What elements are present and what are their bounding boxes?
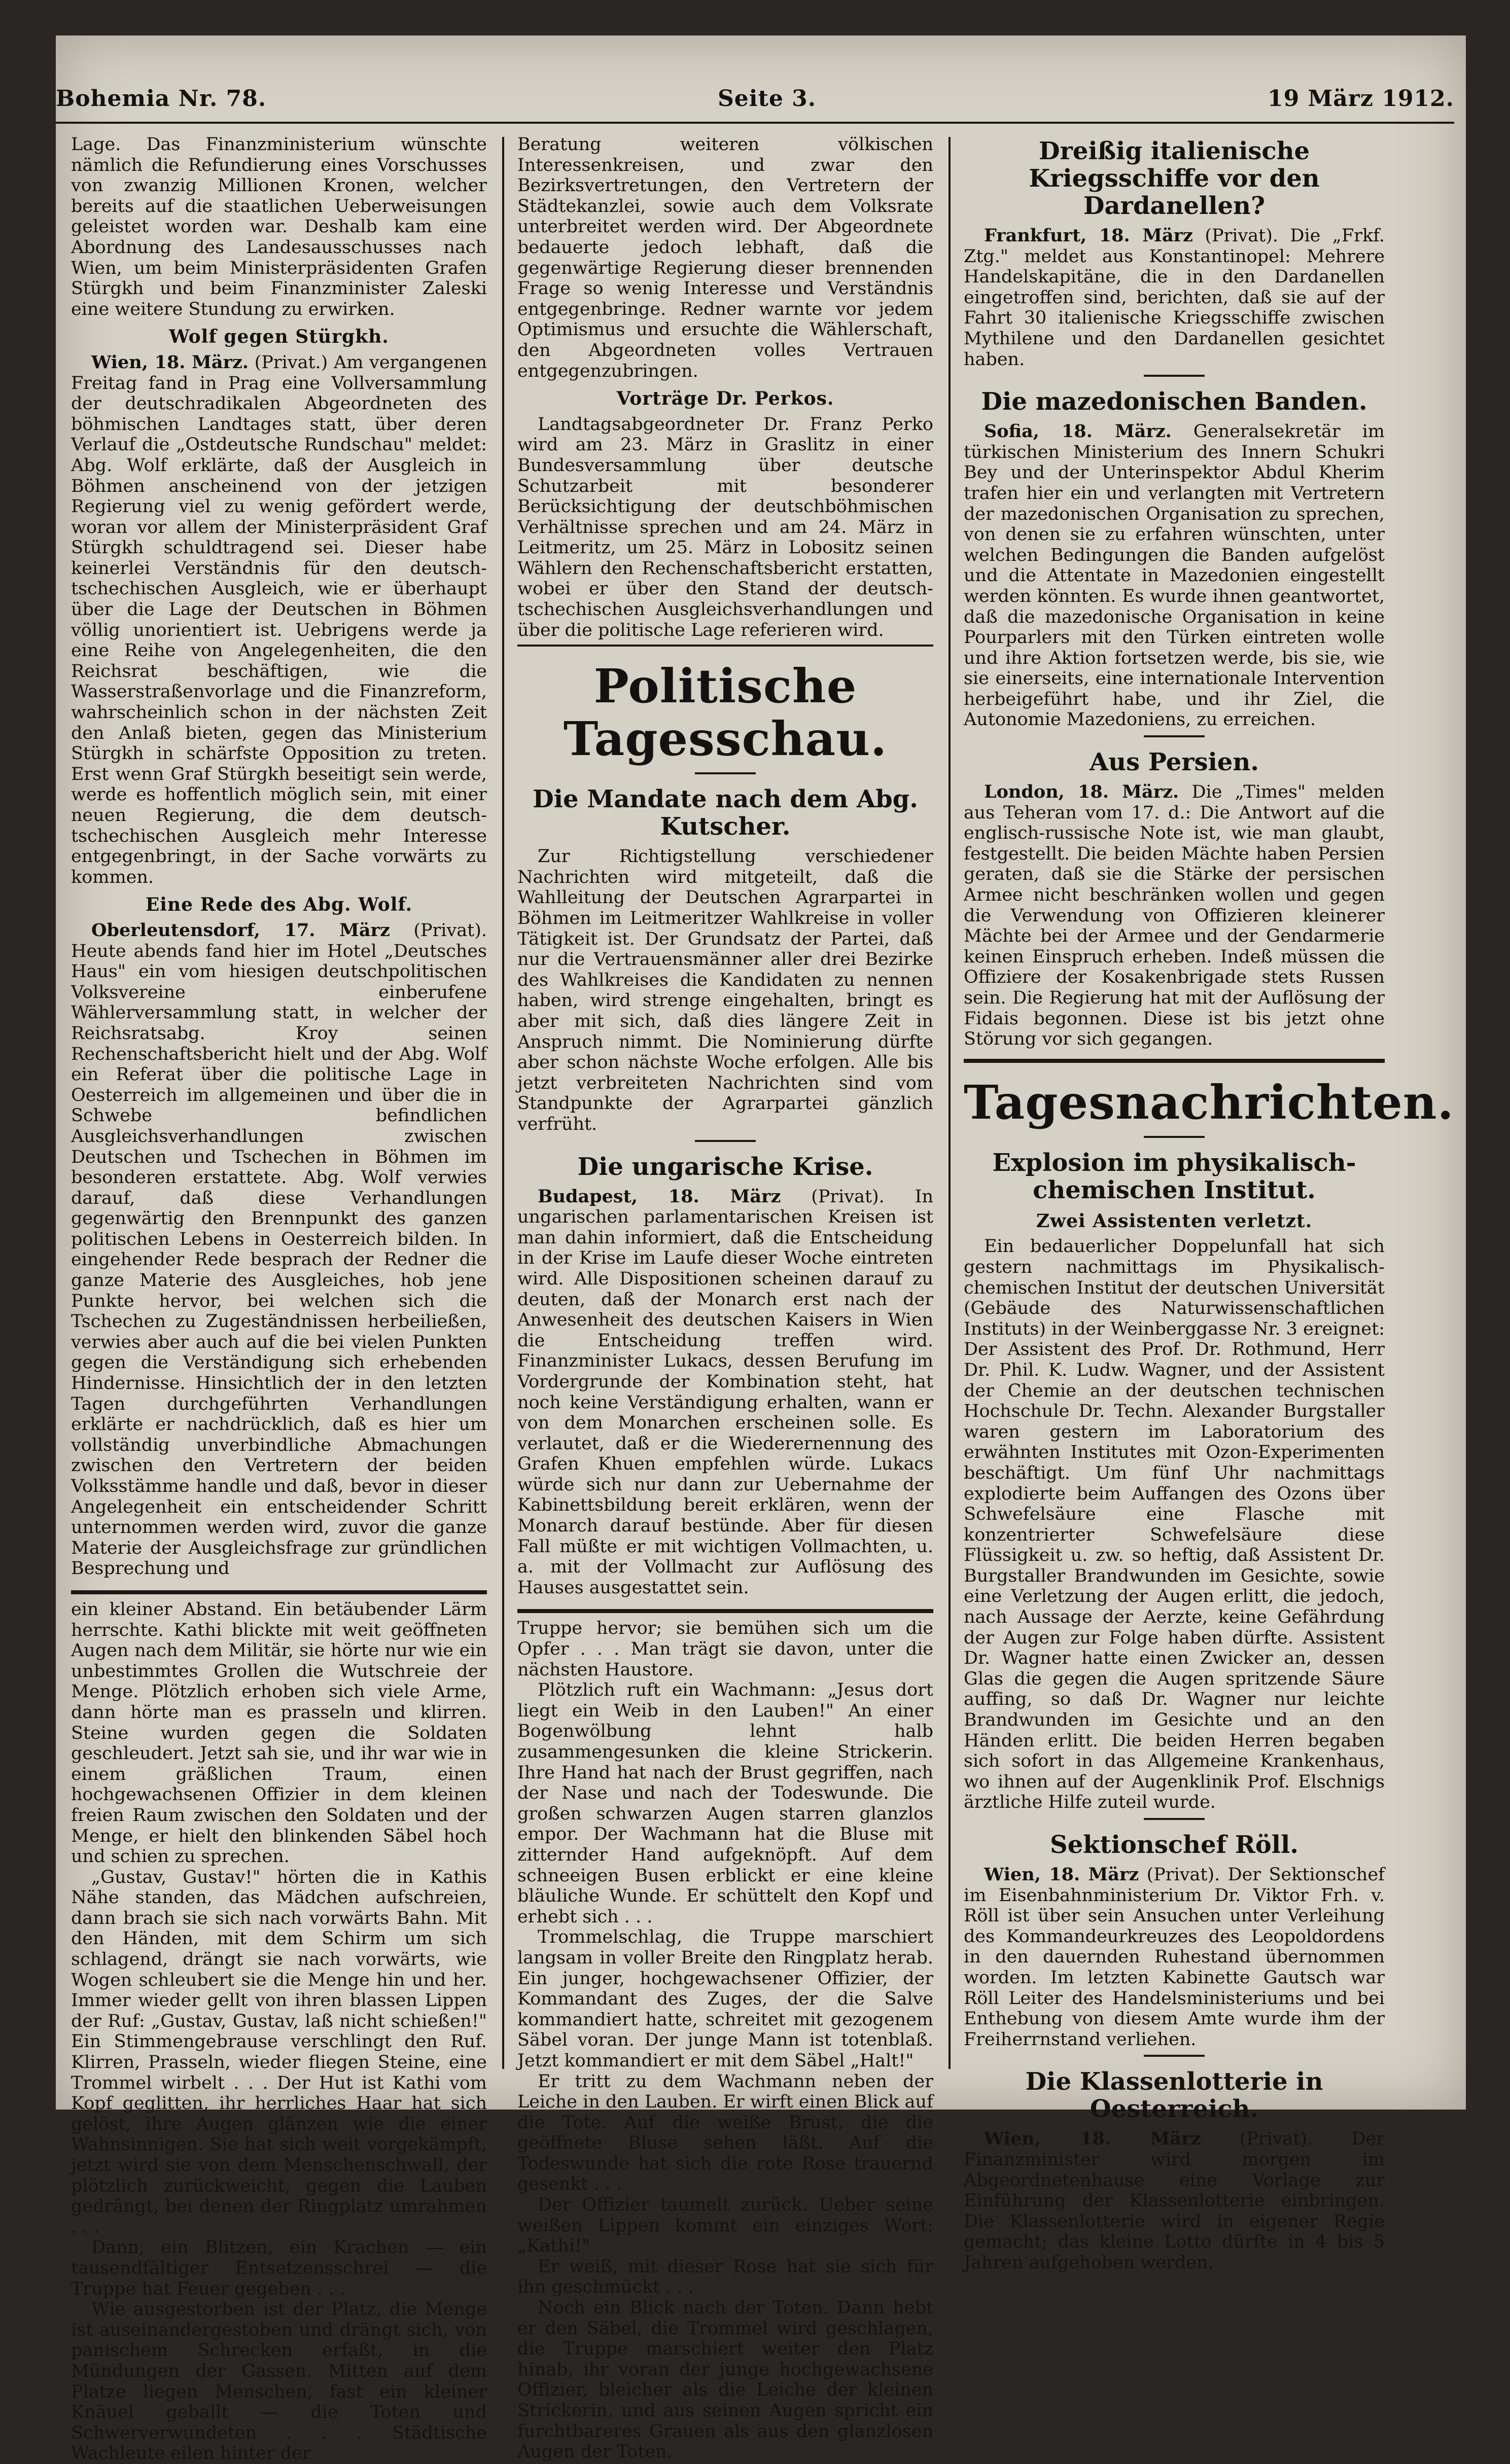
column-2	[517, 134, 934, 2462]
article-text: Wien, 18. März. (Privat.) Am vergangenen Freitag fand in Prag eine Vollversammlung der deutschradikalen Abgeordneten des böhmischen Landtages statt, über deren Verlauf die „Ostdeutsche Rundschau" meldet: Abg. Wolf erklärte, daß der Ausgleich in Böhmen anscheinend von der jetzigen Regierung viel zu wenig gefördert werde, woran vor allem der Ministerpräsident Graf Stürgkh schuldtragend sei. Dieser habe keinerlei Verständnis für den deutsch-tschechischen Ausgleich, wie er überhaupt über die Lage der Deutschen in Böhmen völlig unorientiert ist. Uebrigens werde ja eine Reihe von Angelegenheiten, die den Reichsrat beschäftigen, wie die Wasserstraßenvorlage und die Finanzreform, wahrscheinlich schon in der nächsten Zeit den Anlaß bieten, gegen das Ministerium Stürgkh in schärfste Opposition zu treten. Erst wenn Graf Stürgkh beseitigt sein werde, werde es hoffentlich möglich sein, mit einer neuen Regierung, die dem deutsch-tschechischen Ausgleich mehr Interesse entgegenbringt, in der Sache vorwärts zu kommen.	[71, 351, 487, 887]
article-text: Sofia, 18. März. Generalsekretär im türkischen Ministerium des Innern Schukri Bey und der Unterinspektor Abdul Kherim trafen hier ein und verlangten mit Vertretern der mazedonischen Organisation zu sprechen, von denen sie zu erfahren wünschten, unter welchen Bedingungen die Banden aufgelöst und die Attentate in Mazedonien eingestellt werden könnten. Es wurde ihnen geantwortet, daß die mazedonische Organisation in keine Pourparlers mit den Türken eintreten wolle und ihre Aktion fortsetzen werde, bis sie, wie sie einerseits, eine internationale Intervention herbeigeführt habe, und ihr Ziel, die Autonomie Mazedoniens, zu erreichen.	[964, 421, 1385, 730]
feuilleton-rule	[517, 1609, 933, 1613]
column-3	[964, 134, 1454, 2273]
header-title: Bohemia Nr. 78.	[56, 86, 267, 112]
article-text: Frankfurt, 18. März (Privat). Die „Frkf. Ztg." meldet aus Konstantinopel: Mehrere Handelskapitäne, die in den Dardanellen eingetroffen sind, berichten, daß sie auf der Fahrt 30 italienische Kriegsschiffe zwischen Mythilene und den Dardanellen gesichtet haben.	[964, 225, 1385, 370]
feuilleton-text: Wie ausgestorben ist der Platz, die Menge ist auseinandergestoben und drängt sich, von panischem Schrecken erfaßt, in die Mündungen der Gassen. Mitten auf dem Platze liegen Menschen, fast ein kleiner Knäuel geballt — die Toten und Schwerverwundeten . . . Städtische Wachleute eilen hinter der	[71, 2299, 487, 2464]
feuilleton-text: Dann, ein Blitzen, ein Krachen — ein tausendfältiger Entsetzensschrei — die Truppe hat Feuer gegeben . . .	[71, 2237, 487, 2299]
article-text: Budapest, 18. März (Privat). In ungarischen parlamentarischen Kreisen ist man dahin informiert, daß die Entscheidung in der Krise im Laufe dieser Woche eintreten wird. Alle Dispositionen scheinen darauf zu deuten, daß der Monarch erst nach der Anwesenheit des deutschen Kaisers in Wien die Entscheidung treffen wird. Finanzminister Lukacs, dessen Berufung im Vordergrunde der Kombination steht, hat noch keine Verständigung erhalten, wann er von dem Monarchen erscheinen solle. Es verlautet, daß er die Wiederernennung des Grafen Khuen empfehlen würde. Lukacs würde sich nur dann zur Uebernahme der Kabinettsbildung bereit erklären, wenn der Monarch darauf bestünde. Aber für diesen Fall müßte er mit wichtigen Vollmachten, u. a. mit der Vollmacht zur Auflösung des Hauses ausgestattet sein.	[517, 1186, 933, 1598]
section-rule	[964, 1059, 1385, 1063]
article-heading: Die Klassenlotterie in Oesterreich.	[1025, 2067, 1323, 2124]
feuilleton-text: Noch ein Blick nach der Toten. Dann hebt er den Säbel, die Trommel wird geschlagen, die Truppe marschiert weiter den Platz hinab, ihr voran der junge hochgewachsene Offizier, bleicher als die Leiche der kleinen Strickerin, und aus seinen Augen spricht ein furchtbareres Grauen als aus den glanzlosen Augen der Toten.	[517, 2298, 933, 2462]
article-text: Lage. Das Finanzministerium wünschte nämlich die Refundierung eines Vorschusses von zwanzig Millionen Kronen, welcher bereits auf die staatlichen Ueberweisungen geleistet worden war. Deshalb kam eine Abordnung des Landesausschusses nach Wien, um beim Ministerpräsidenten Grafen Stürgkh und beim Finanzminister Zaleski eine weitere Stundung zu erwirken.	[71, 134, 487, 319]
header-page-number: Seite 3.	[718, 86, 817, 112]
article-text: Ein bedauerlicher Doppelunfall hat sich gestern nachmittags im Physikalisch-chemischen Institut der deutschen Universität (Gebäude des Naturwissenschaftlichen Instituts) in der Weinberggasse Nr. 3 ereignet: Der Assistent des Prof. Dr. Rothmund, Herr Dr. Phil. K. Ludw. Wagner, und der Assistent der Chemie an der deutschen technischen Hochschule Dr. Techn. Alexander Burgstaller waren gestern im Laboratorium des erwähnten Institutes mit Ozon-Experimenten beschäftigt. Um fünf Uhr nachmittags explodierte beim Auffangen des Ozons über Schwefelsäure eine Flasche mit konzentrierter Schwefelsäure diese Flüssigkeit u. zw. so heftig, daß Assistent Dr. Burgstaller Brandwunden im Gesichte, sowie eine Verletzung der Augen erlitt, die jedoch, nach Aussage der Aerzte, keine Gefährdung der Augen zur Folge haben dürfte. Assistent Dr. Wagner hatte einen Zwicker an, dessen Glas die gegen die Augen spritzende Säure auffing, so daß Dr. Wagner nur leichte Brandwunden im Gesichte und an den Händen erlitt. Die beiden Herren begaben sich sofort in das Allgemeine Krankenhaus, wo ihnen auf der Augenklinik Prof. Elschnigs ärztliche Hilfe zuteil wurde.	[964, 1236, 1385, 1813]
column-1	[71, 134, 487, 2464]
subheading: Eine Rede des Abg. Wolf.	[145, 894, 413, 916]
ornament-rule	[1144, 1136, 1205, 1138]
article-heading: Sektionschef Röll.	[1050, 1831, 1298, 1859]
article-heading: Explosion im physikalisch-chemischen Institut.	[992, 1148, 1356, 1204]
article-heading: Aus Persien.	[1090, 748, 1259, 777]
column-divider	[502, 137, 504, 2069]
subheading: Vorträge Dr. Perkos.	[616, 388, 834, 410]
section-heading: Tagesnachrichten.	[964, 1075, 1454, 1130]
header-rule	[56, 122, 1454, 124]
section-heading: Politische Tagesschau.	[563, 659, 888, 767]
article-heading: Die ungarische Krise.	[577, 1152, 873, 1181]
article-text: Zur Richtigstellung verschiedener Nachrichten wird mitgeteilt, daß die Wahlleitung der Deutschen Agrarpartei in Böhmen im Leitmeritzer Wahlkreise in voller Tätigkeit ist. Der Grundsatz der Partei, daß nur die Vertrauensmänner aller drei Bezirke des Wahlkreises die Kandidaten zu nennen haben, wird strenge eingehalten, bringt es aber mit sich, daß dies längere Zeit in Anspruch nimmt. Die Nominierung dürfte aber schon nächste Woche erfolgen. Alle bis jetzt verbreiteten Nachrichten sind vom Standpunkte der Agrarpartei gänzlich verfrüht.	[517, 846, 933, 1134]
feuilleton-text: Trommelschlag, die Truppe marschiert langsam in voller Breite den Ringplatz herab. Ein junger, hochgewachsener Offizier, der Kommandant des Zuges, der die Salve kommandiert hatte, schreitet mit gezogenem Säbel voran. Der junge Mann ist totenblaß. Jetzt kommandiert er mit dem Säbel „Halt!"	[517, 1927, 933, 2071]
article-text: Oberleutensdorf, 17. März (Privat). Heute abends fand hier im Hotel „Deutsches Haus" ein vom hiesigen deutschpolitischen Volksvereine einberufene Wählerversammlung statt, in welcher der Reichsratsabg. Kroy seinen Rechenschaftsbericht hielt und der Abg. Wolf ein Referat über die politische Lage in Oesterreich im allgemeinen und über die in Schwebe befindlichen Ausgleichsverhandlungen zwischen Deutschen und Tschechen in Böhmen im besonderen erstattete. Abg. Wolf verwies darauf, daß diese Verhandlungen gegenwärtig den Brennpunkt des ganzen politischen Lebens in Oesterreich bilden. In eingehender Rede besprach der Redner die ganze Materie des Ausgleiches, hob jene Punkte hervor, bei welchen sich die Tschechen zu Zugeständnissen herbeiließen, verwies aber auch auf die bei vielen Punkten gegen die Verständigung sich erhebenden Hindernisse. Hinsichtlich der in den letzten Tagen durchgeführten Verhandlungen erklärte er nachdrücklich, daß es hier um vollständig unverbindliche Abmachungen zwischen den Vertretern der beiden Volksstämme handle und daß, bevor in dieser Angelegenheit ein entscheidender Schritt unternommen werden wird, zuvor die ganze Materie der Ausgleichsfrage zur gründlichen Besprechung und	[71, 919, 487, 1579]
subheading: Zwei Assistenten verletzt.	[1036, 1210, 1313, 1232]
feuilleton-text: Der Offizier taumelt zurück. Ueber seine weißen Lippen kommt ein einziges Wort: „Kathi!"	[517, 2195, 933, 2257]
subheading: Wolf gegen Stürgkh.	[169, 326, 389, 348]
article-text: London, 18. März. Die „Times" melden aus Teheran vom 17. d.: Die Antwort auf die englisch-russische Note ist, wie man glaubt, festgestellt. Die beiden Mächte haben Persien geraten, daß sie die Stärke der persischen Armee nicht beschränken wollen und gegen die Verwendung von Offizieren kleinerer Mächte bei der Armee und der Gendarmerie keinen Einspruch erheben. Indeß müssen die Offiziere der Kosakenbrigade stets Russen sein. Die Regierung hat mit der Auflösung der Fidais begonnen. Diese ist bis jetzt ohne Störung vor sich gegangen.	[964, 781, 1385, 1050]
ornament-rule	[1144, 2055, 1205, 2057]
ornament-rule	[1144, 375, 1205, 377]
article-text: Beratung weiteren völkischen Interessenkreisen, und zwar den Bezirksvertretungen, den Vertretern der Städtekanzlei, sowie auch dem Volksrate unterbreitet werden wird. Der Abgeordnete bedauerte jedoch lebhaft, daß die gegenwärtige Regierung dieser brennenden Frage so wenig Interesse und Verständnis entgegenbringe. Redner warnte vor jedem Optimismus und ersuchte die Wählerschaft, den Abgeordneten volles Vertrauen entgegenzubringen.	[517, 134, 933, 381]
article-heading: Dreißig italienische Kriegsschiffe vor den Dardanellen?	[1029, 137, 1320, 220]
header-date: 19 März 1912.	[1267, 86, 1454, 112]
section-rule	[517, 645, 933, 647]
feuilleton-text: Er tritt zu dem Wachmann neben der Leiche in den Lauben. Er wirft einen Blick auf die Tote. Auf die weiße Brust, die die geöffnete Bluse sehen läßt. Auf die Todeswunde hat sich die rote Rose trauernd gesenkt . . .	[517, 2071, 934, 2195]
ornament-rule	[1144, 735, 1205, 737]
column-divider	[949, 137, 951, 2069]
feuilleton-text: Er weiß, mit dieser Rose hat sie sich für ihn geschmückt . . .	[517, 2256, 933, 2298]
ornament-rule	[695, 1140, 756, 1142]
feuilleton-text: „Gustav, Gustav!" hörten die in Kathis Nähe standen, das Mädchen aufschreien, dann brach sie sich nach vorwärts Bahn. Mit den Händen, mit dem Schirm um sich schlagend, drängt sie nach vorwärts, wie Wogen schleubert sie die Menge hin und her. Immer wieder gellt von ihren blassen Lippen der Ruf: „Gustav, Gustav, laß nicht schießen!" Ein Stimmengebrause verschlingt den Ruf. Klirren, Prasseln, wieder fliegen Steine, eine Trommel wirbelt . . . Der Hut ist Kathi vom Kopf geglitten, ihr herrliches Haar hat sich gelöst, ihre Augen glänzen wie die einer Wahnsinnigen. Sie hat sich weit vorgekämpft, jetzt wird sie von dem Menschenschwall, der plötzlich zurückweicht, gegen die Lauben gedrängt, bei denen der Ringplatz umrahmen . . .	[71, 1867, 487, 2237]
page-header	[56, 66, 1454, 112]
ornament-rule	[695, 772, 756, 774]
feuilleton-text: Truppe hervor; sie bemühen sich um die Opfer . . . Man trägt sie davon, unter die nächsten Haustore.	[517, 1618, 933, 1680]
ornament-rule	[1144, 1818, 1205, 1820]
article-heading: Die mazedonischen Banden.	[981, 387, 1367, 416]
article-text: Wien, 18. März (Privat). Der Finanzminister wird morgen im Abgeordnetenhause eine Vorlage zur Einführung der Klassenlotterie einbringen. Die Klassenlotterie wird in eigener Regie gemacht; das kleine Lotto dürfte in 4 bis 5 Jahren aufgehoben werden.	[964, 2128, 1385, 2273]
article-text: Wien, 18. März (Privat). Der Sektionschef im Eisenbahnministerium Dr. Viktor Frh. v. Röll ist über sein Ansuchen unter Verleihung des Kommandeurkreuzes des Leopoldordens in den dauernden Ruhestand übernommen worden. Im letzten Kabinette Gautsch war Röll Leiter des Handelsministeriums und bei Enthebung von diesem Amte wurde ihm der Freiherrnstand verliehen.	[964, 1864, 1385, 2050]
feuilleton-text: ein kleiner Abstand. Ein betäubender Lärm herrschte. Kathi blickte mit weit geöffneten Augen nach dem Militär, sie hörte nur wie ein unbestimmtes Grollen die Wutschreie der Menge. Plötzlich erhoben sich viele Arme, dann hörte man es prasseln und klirren. Steine wurden gegen die Soldaten geschleudert. Jetzt sah sie, und ihr war wie in einem gräßlichen Traum, einen hochgewachsenen Offizier in dem kleinen freien Raum zwischen den Soldaten und der Menge, er hielt den blinkenden Säbel hoch und schien zu sprechen.	[71, 1599, 487, 1867]
feuilleton-rule	[71, 1590, 487, 1594]
article-heading: Die Mandate nach dem Abg. Kutscher.	[533, 785, 918, 841]
article-text: Landtagsabgeordneter Dr. Franz Perko wird am 23. März in Graslitz in einer Bundesversammlung über deutsche Schutzarbeit mit besonderer Berücksichtigung der deutschböhmischen Verhältnisse sprechen und am 24. März in Leitmeritz, um 25. März in Lobositz seinen Wählern den Rechenschaftsbericht erstatten, wobei er über den Stand der deutsch-tschechischen Ausgleichsverhandlungen und über die politische Lage referieren wird.	[517, 414, 933, 640]
feuilleton-text: Plötzlich ruft ein Wachmann: „Jesus dort liegt ein Weib in den Lauben!" An einer Bogenwölbung lehnt halb zusammengesunken die kleine Strickerin. Ihre Hand hat nach der Brust gegriffen, nach der Nase und nach der Todeswunde. Die großen schwarzen Augen starren glanzlos empor. Der Wachmann hat die Bluse mit zitternder Hand aufgeknöpft. Auf dem schneeigen Busen erblickt er eine kleine bläuliche Wunde. Er schüttelt den Kopf und erhebt sich . . .	[517, 1680, 933, 1927]
